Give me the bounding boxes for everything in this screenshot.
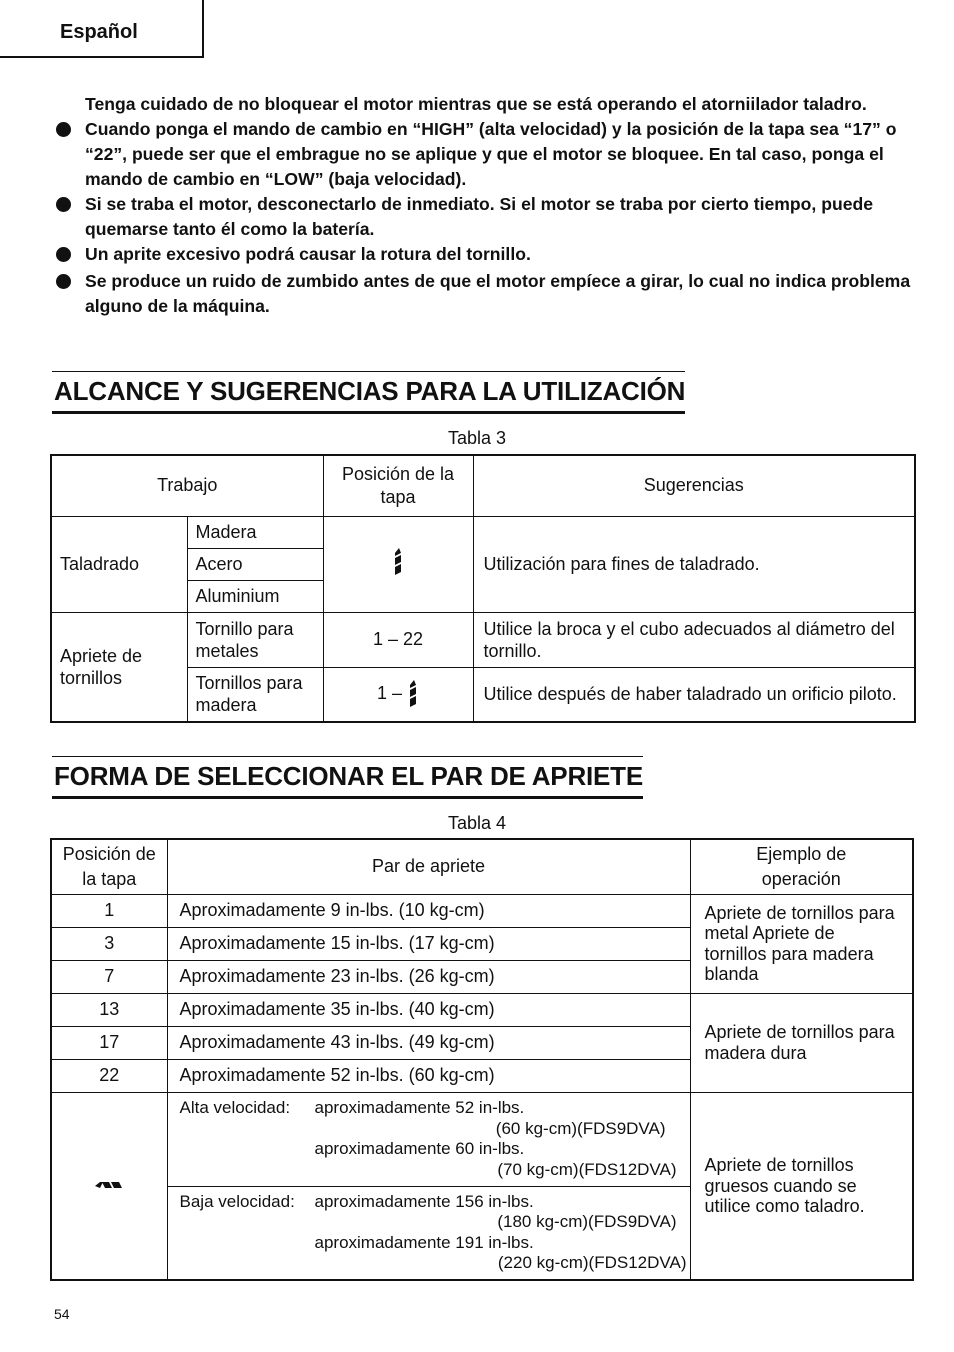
example-cell: Apriete de tornillos gruesos cuando se utilice como taladro.: [690, 1092, 913, 1280]
list-item: [56, 117, 918, 192]
header-position: Posición de la tapa: [323, 455, 473, 516]
table-row: [51, 1092, 913, 1186]
screw-type-cell: Tornillo para metales: [187, 612, 323, 667]
torque-value: aproximadamente 52 in-lbs.: [314, 1098, 525, 1117]
torque-value: (60 kg-cm)(FDS9DVA): [495, 1118, 666, 1138]
torque-value: aproximadamente 156 in-lbs.: [314, 1191, 534, 1211]
caution-list: [56, 92, 918, 319]
drill-mark-icon: [95, 1179, 123, 1191]
header-suggestions: Sugerencias: [473, 455, 915, 516]
screw-type-cell: Tornillos para madera: [187, 667, 323, 722]
header-torque: Par de apriete: [167, 839, 690, 894]
material-cell: Acero: [187, 548, 323, 580]
position-range: 1 –: [376, 683, 402, 703]
caution-text: Se produce un ruido de zumbido antes de que el motor empíece a girar, lo cual no indica problema alguno de la máquina.: [85, 271, 911, 316]
caution-text: Si se traba el motor, desconectarlo de inmediato. Si el motor se traba por cierto tiempo, puede quemarse tanto él como la batería.: [85, 194, 874, 239]
position-cell: 7: [51, 960, 167, 993]
torque-cell: Aproximadamente 23 in-lbs. (26 kg-cm): [167, 960, 690, 993]
language-tab: [0, 0, 204, 58]
caution-text: Tenga cuidado de no bloquear el motor mientras que se está operando el atorniilador taladro.: [85, 94, 867, 114]
table-caption: Tabla 4: [448, 813, 507, 833]
header-example: Ejemplo de operación: [690, 839, 913, 894]
high-speed-cell: [167, 1092, 690, 1186]
bullet-icon: [56, 197, 71, 212]
torque-cell: Aproximadamente 9 in-lbs. (10 kg-cm): [167, 894, 690, 927]
bullet-icon: [56, 122, 71, 137]
suggestion-cell: Utilice después de haber taladrado un orificio piloto.: [473, 667, 915, 722]
torque-cell: Aproximadamente 43 in-lbs. (49 kg-cm): [167, 1026, 690, 1059]
example-cell: Apriete de tornillos para metal Apriete de tornillos para madera blanda: [690, 894, 913, 993]
header-work: Trabajo: [51, 455, 323, 516]
screwing-label: Apriete de tornillos: [51, 612, 187, 722]
material-cell: Aluminium: [187, 580, 323, 612]
position-cell: 17: [51, 1026, 167, 1059]
caution-text: Cuando ponga el mando de cambio en “HIGH” (alta velocidad) y la posición de la tapa sea “17” o “22”, puede ser que el embrague no se aplique y que el motor se bloquee. En tal caso, ponga el mando de cambio en “LOW” (baja velocidad).: [85, 119, 897, 189]
torque-value: (70 kg-cm)(FDS12DVA): [497, 1159, 677, 1179]
section-title: ALCANCE Y SUGERENCIAS PARA LA UTILIZACIÓN: [52, 371, 685, 414]
position-cell: 1: [51, 894, 167, 927]
drill-mark-icon: [407, 680, 419, 708]
page-number: 54: [54, 1306, 70, 1322]
drilling-suggestion: Utilización para fines de taladrado.: [473, 516, 915, 612]
list-item: [56, 269, 918, 319]
drill-position-cell: [323, 516, 473, 612]
torque-value: aproximadamente 60 in-lbs.: [314, 1139, 525, 1158]
drilling-label: Taladrado: [51, 516, 187, 612]
table-caption: Tabla 3: [448, 428, 507, 448]
position-cell: [323, 667, 473, 722]
material-cell: Madera: [187, 516, 323, 548]
list-item: [56, 192, 918, 242]
suggestion-cell: Utilice la broca y el cubo adecuados al diámetro del tornillo.: [473, 612, 915, 667]
torque-table: [50, 838, 914, 1281]
position-cell: 22: [51, 1059, 167, 1092]
list-item: [56, 242, 918, 269]
bullet-icon: [56, 247, 71, 262]
bullet-icon: [56, 274, 71, 289]
position-cell: 3: [51, 927, 167, 960]
table-row: [51, 894, 913, 927]
position-cell: 1 – 22: [323, 612, 473, 667]
example-cell: Apriete de tornillos para madera dura: [690, 993, 913, 1092]
low-speed-label: Baja velocidad:: [179, 1191, 295, 1211]
drill-mark-icon: [392, 548, 404, 576]
torque-value: (180 kg-cm)(FDS9DVA): [497, 1212, 677, 1232]
drill-position-cell: [51, 1092, 167, 1280]
table-row: [51, 993, 913, 1026]
usage-table: [50, 454, 916, 723]
high-speed-label: Alta velocidad:: [179, 1098, 291, 1117]
header-position: Posición de la tapa: [51, 839, 167, 894]
position-cell: 13: [51, 993, 167, 1026]
torque-value: aproximadamente 191 in-lbs.: [314, 1232, 534, 1252]
torque-cell: Aproximadamente 35 in-lbs. (40 kg-cm): [167, 993, 690, 1026]
low-speed-cell: [167, 1186, 690, 1280]
caution-text: Un aprite excesivo podrá causar la rotura del tornillo.: [85, 244, 531, 264]
torque-cell: Aproximadamente 52 in-lbs. (60 kg-cm): [167, 1059, 690, 1092]
list-item: [56, 92, 918, 117]
torque-value: (220 kg-cm)(FDS12DVA): [497, 1253, 687, 1273]
torque-cell: Aproximadamente 15 in-lbs. (17 kg-cm): [167, 927, 690, 960]
section-title: FORMA DE SELECCIONAR EL PAR DE APRIETE: [52, 756, 643, 799]
language-label: Español: [60, 21, 138, 43]
